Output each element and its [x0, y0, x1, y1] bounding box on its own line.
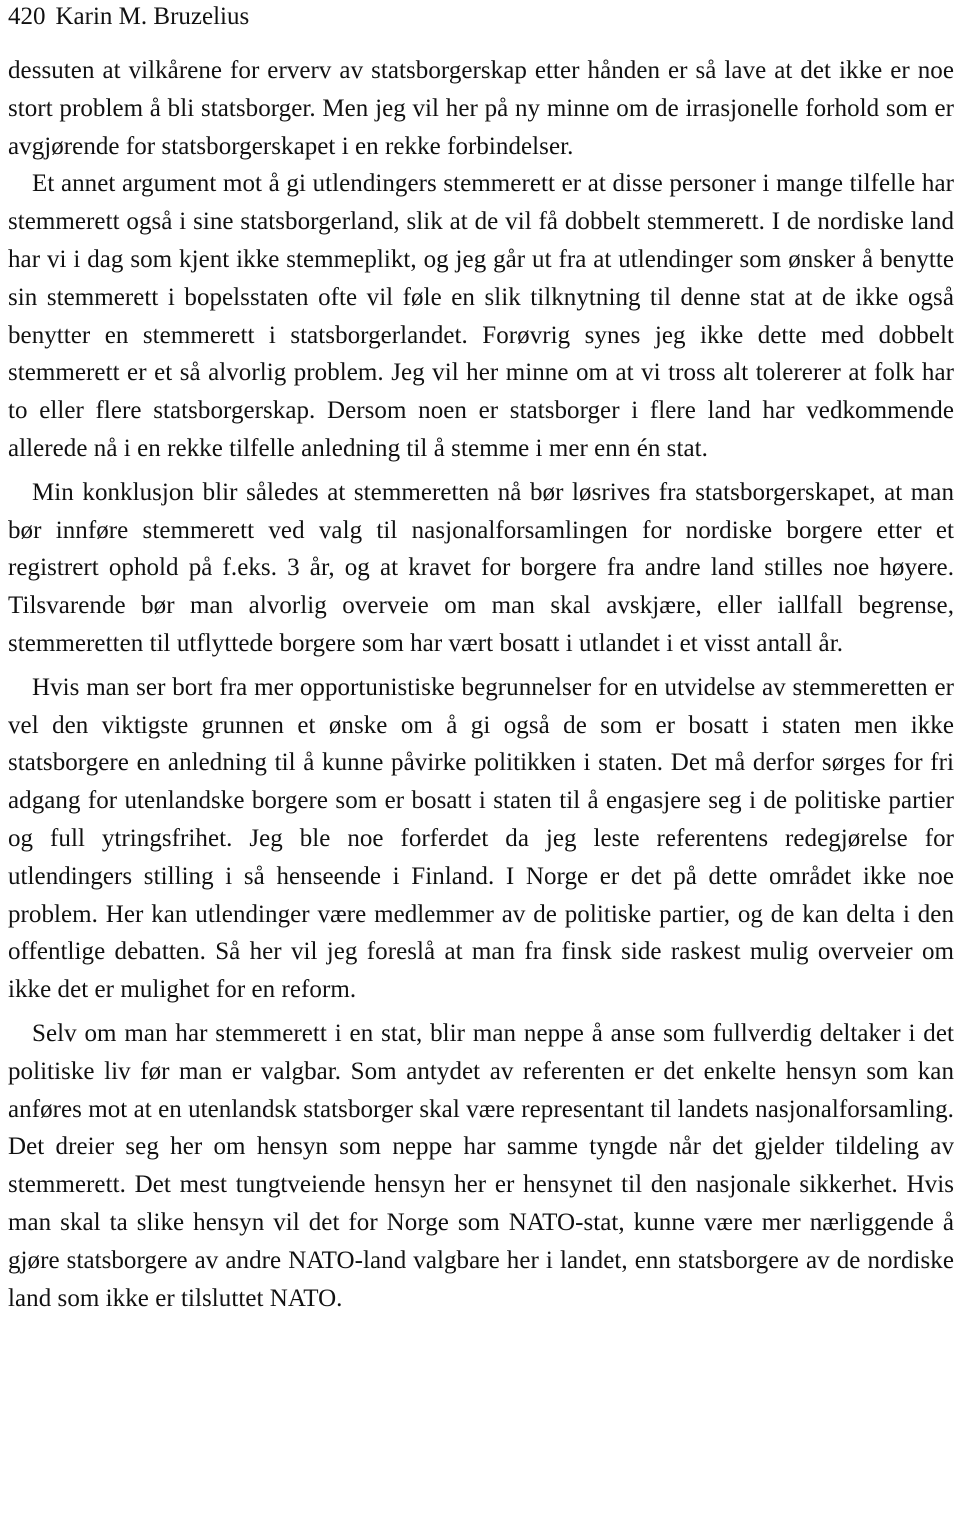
running-head — [8, 0, 954, 34]
running-head-author: Karin M. Bruzelius — [55, 3, 250, 30]
paragraph-political-participation: Hvis man ser bort fra mer opportunistiske begrunnelser for en utvidelse av stemmeretten er vel den viktigste grunnen et ønske om å gi også de som er bosatt i staten men ikke statsborgere en anledning til å kunne påvirke politikken i staten. Det må derfor sørges for fri adgang for utenlandske borgere som er bosatt i staten til å engasjere seg i de politiske partier og full ytringsfrihet. Jeg ble noe forferdet da jeg leste referentens redegjørelse for utlendingers stilling i så henseende i Finland. I Norge er det på dette området ikke noe problem. Her kan utlendinger være medlemmer av de politiske partier, og de kan delta i den offentlige debatten. Så her vil jeg foreslå at man fra finsk side raskest mulig overveier om ikke det er mulighet for en reform. — [8, 673, 954, 1004]
paragraph-continuation: dessuten at vilkårene for erverv av statsborgerskap etter hånden er så lave at det ikke er noe stort problem å bli statsborger. Men jeg vil her på ny minne om de irrasjonelle forhold som er avgjørende for statsborgerskapet i en rekke forbindelser. — [8, 57, 954, 160]
paragraph-conclusion: Min konklusjon blir således at stemmeretten nå bør løsrives fra statsborgerskapet, at man bør innføre stemmerett ved valg til nasjonalforsamlingen for nordiske borgere etter et registrert ophold på f.eks. 3 år, og at kravet for borgere fra andre land stilles noe høyere. Tilsvarende bør man alvorlig overveie om man skal avskjære, eller iallfall begrense, stemmeretten til utflyttede borgere som har vært bosatt i utlandet i et visst antall år. — [8, 478, 954, 657]
page-number: 420 — [8, 3, 46, 30]
paragraph-double-vote-argument: Et annet argument mot å gi utlendingers stemmerett er at disse personer i mange tilfelle har stemmerett også i sine statsborgerland, slik at de vil få dobbelt stemmerett. I de nordiske land har vi i dag som kjent ikke stemmeplikt, og jeg går ut fra at utlendinger som ønsker å benytte sin stemmerett i bopelsstaten ofte vil føle en slik tilknytning til denne stat at de ikke også benytter en stemmerett i statsborgerlandet. Forøvrig synes jeg ikke dette med dobbelt stemmerett er et så alvorlig problem. Jeg vil her minne om at vi tross alt tolererer at folk har to eller flere statsborgerskap. Dersom noen er statsborger i flere land har vedkommende allerede nå i en rekke tilfelle anledning til å stemme i mer enn én stat. — [8, 170, 954, 462]
paragraph-eligibility: Selv om man har stemmerett i en stat, blir man neppe å anse som fullverdig deltaker i det politiske liv før man er valgbar. Som antydet av referenten er det enkelte hensyn som kan anføres mot at en utenlandsk statsborger skal være representant til landets nasjonalforsamling. Det dreier seg her om hensyn som neppe har samme tyngde når det gjelder tildeling av stemmerett. Det mest tungtveiende hensyn her er hensynet til den nasjonale sikkerhet. Hvis man skal ta slike hensyn vil det for Norge som NATO-stat, kunne være mer nærliggende å gjøre statsborgere av andre NATO-land valgbare her i landet, enn statsborgere av de nordiske land som ikke er tilsluttet NATO. — [8, 1019, 954, 1312]
document-page — [8, 0, 954, 1317]
